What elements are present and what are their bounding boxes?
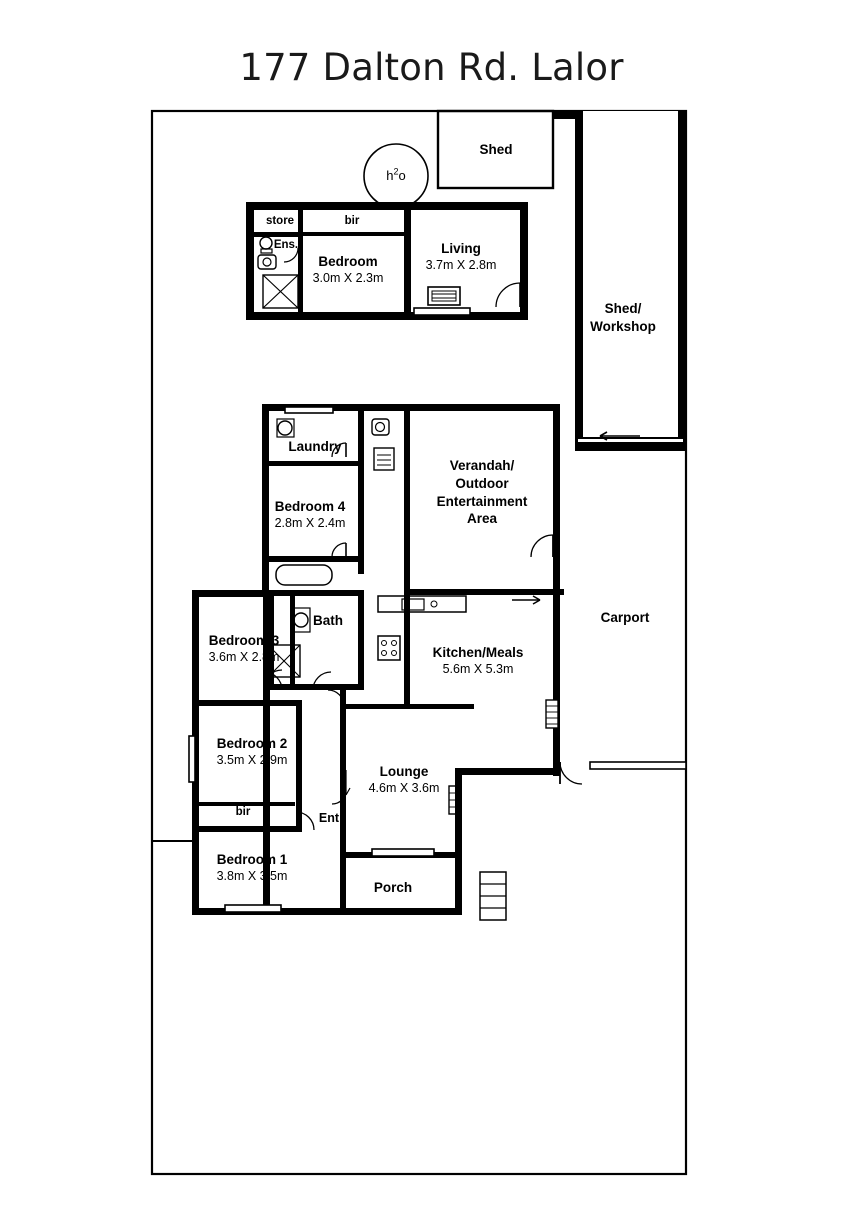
room-label-bedroom-1: Bedroom 1 3.8m X 3.5m xyxy=(216,852,288,883)
room-label-bath: Bath xyxy=(313,613,343,628)
room-label-bir-top: bir xyxy=(344,215,360,227)
room-label-bedroom-3: Bedroom 3 3.6m X 2.8m xyxy=(208,633,280,664)
room-label-ens: Ens. xyxy=(273,239,299,251)
room-label-verandah: Verandah/ Outdoor Entertainment Area xyxy=(436,458,528,527)
room-label-ent: Ent xyxy=(318,811,340,825)
room-label-bedroom-bungalow: Bedroom 3.0m X 2.3m xyxy=(312,254,384,285)
watermark-label: $h^2o$ xyxy=(386,167,406,184)
room-label-living: Living 3.7m X 2.8m xyxy=(425,241,497,272)
room-label-store: store xyxy=(265,215,295,227)
room-label-bir-bottom: bir xyxy=(235,806,251,818)
room-label-porch: Porch xyxy=(373,880,413,895)
room-label-lounge: Lounge 4.6m X 3.6m xyxy=(368,764,440,795)
room-label-bedroom-4: Bedroom 4 2.8m X 2.4m xyxy=(274,499,346,530)
room-label-carport: Carport xyxy=(600,610,650,625)
room-label-laundry: Laundry xyxy=(288,439,342,454)
room-label-kitchen-meals: Kitchen/Meals 5.6m X 5.3m xyxy=(432,645,524,676)
room-label-shed-workshop: Shed/ Workshop xyxy=(590,301,656,334)
room-label-bedroom-2: Bedroom 2 3.5m X 2.9m xyxy=(216,736,288,767)
room-label-shed: Shed xyxy=(479,142,513,157)
shed-workshop-outline xyxy=(553,111,686,451)
page-title: 177 Dalton Rd. Lalor xyxy=(239,46,624,89)
